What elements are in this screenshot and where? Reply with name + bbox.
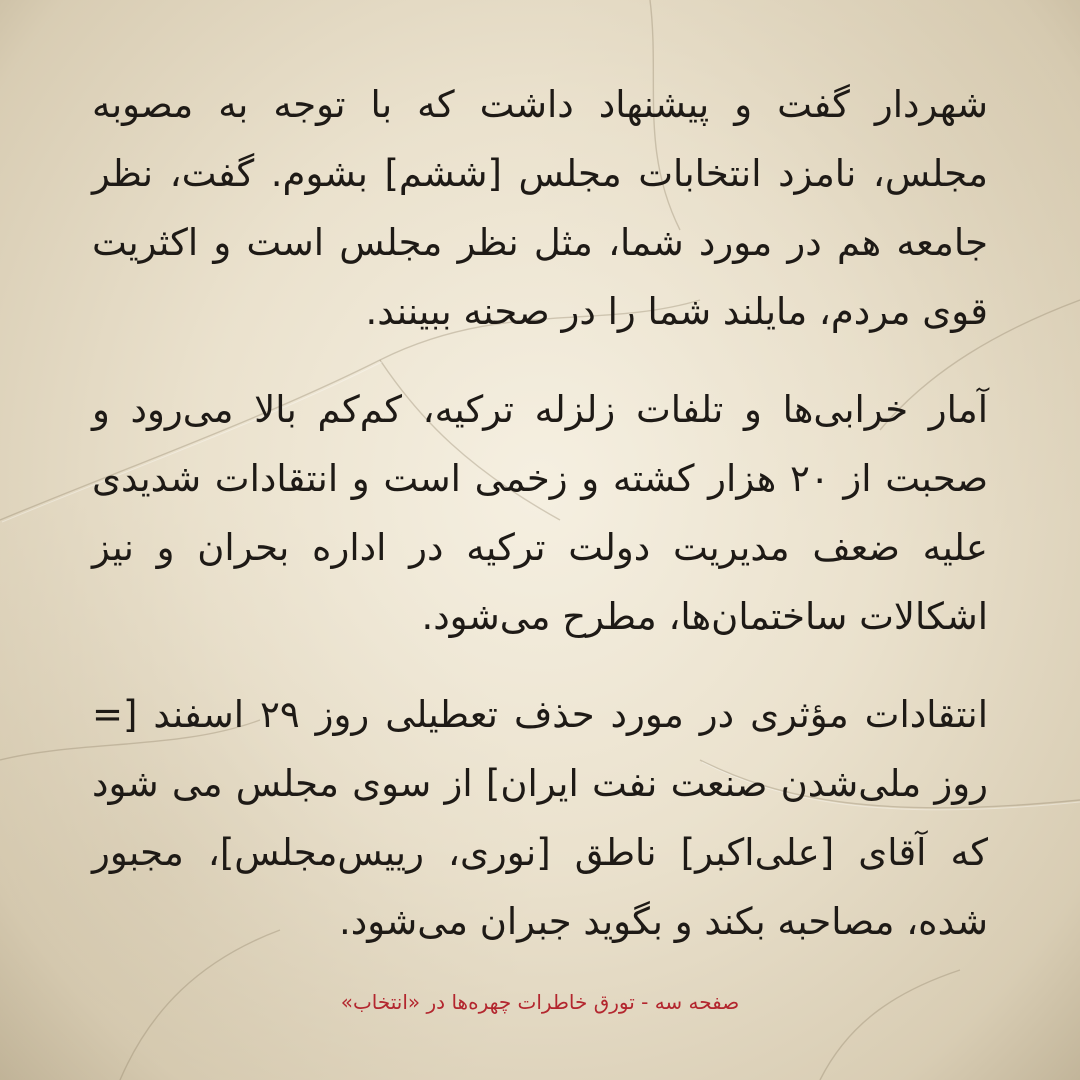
paragraph-2: آمار خرابی‌ها و تلفات زلزله ترکیه، کم‌کم بالا می‌رود و صحبت از ۲۰ هزار کشته و زخمی است و انتقادات شدیدی علیه ضعف مدیریت دولت ترکیه در اداره بحران و نیز اشکالات ساختمان‌ها، مطرح می‌شود. <box>92 388 989 638</box>
paragraph-3: انتقادات مؤثری در مورد حذف تعطیلی روز ۲۹ اسفند [= روز ملی‌شدن صنعت نفت ایران] از سوی مجلس می شود که آقای [علی‌اکبر] ناطق [نوری، رییس‌مجلس]، مجبور شده، مصاحبه بکند و بگوید جبران می‌شود. <box>92 693 988 943</box>
source-caption: صفحه سه - تورق خاطرات چهره‌ها در «انتخاب» <box>340 990 740 1014</box>
paragraph-1: شهردار گفت و پیشنهاد داشت که با توجه به مصوبه مجلس، نامزد انتخابات مجلس [ششم] بشوم. گفت، نظر جامعه هم در مورد شما، مثل نظر مجلس است و اکثریت قوی مردم، مایلند شما را در صحنه ببینند. <box>92 83 988 333</box>
